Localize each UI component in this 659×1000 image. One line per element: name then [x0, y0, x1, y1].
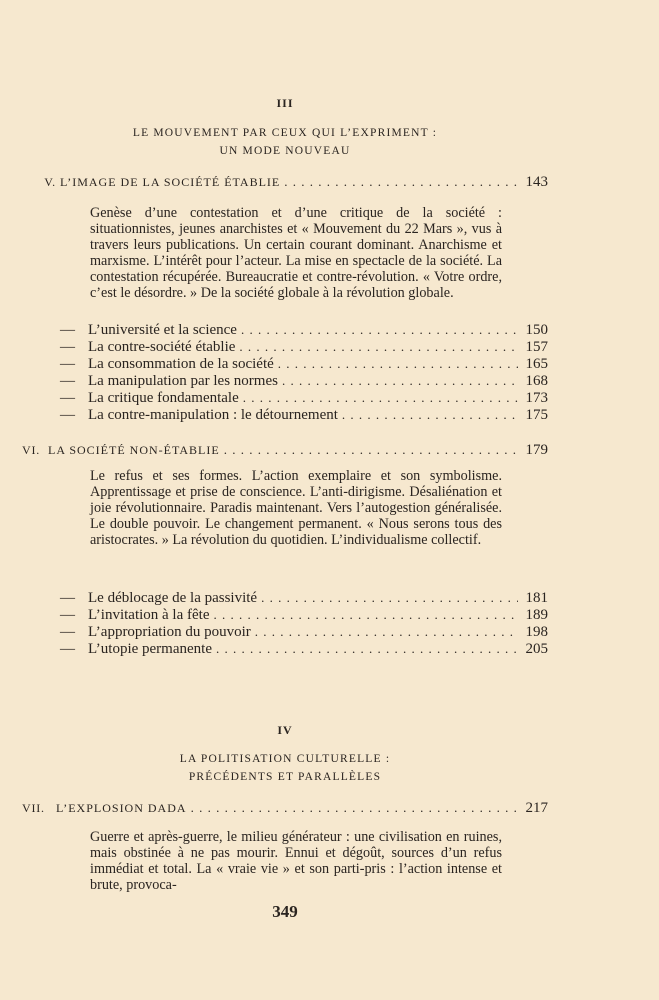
section-dash: —	[60, 322, 75, 338]
toc-section-row	[60, 590, 548, 608]
chapter-vii-title: L’EXPLOSION DADA	[56, 801, 187, 815]
section-page: 168	[525, 373, 548, 389]
section-title: Le déblocage de la passivité	[88, 590, 258, 606]
leader-dots	[191, 800, 522, 816]
leader-dots	[255, 624, 518, 640]
chapter-v-entry	[22, 174, 548, 194]
part-iv-title-line1: LA POLITISATION CULTURELLE :	[179, 753, 391, 765]
section-title: La contre-société établie	[88, 339, 236, 355]
toc-section-row	[60, 390, 548, 408]
chapter-vii-summary: Guerre et après-guerre, le milieu générateur : une civilisation en ruines, mais obstinée à ne pas mourir. Ennui et dégoût, sources d’un refus immédiat et total. La « vraie vie » et son parti-pris : l’action intense et brute, provoca-	[90, 829, 502, 894]
section-dash: —	[60, 390, 75, 406]
section-title: La critique fondamentale	[88, 390, 239, 406]
chapter-vi-page: 179	[525, 442, 548, 458]
section-page: 175	[525, 407, 548, 423]
leader-dots	[239, 339, 518, 355]
section-page: 205	[525, 641, 548, 657]
part-iv-title	[0, 750, 570, 786]
leader-dots	[278, 356, 518, 372]
chapter-v-page: 143	[525, 174, 548, 190]
section-page: 198	[525, 624, 548, 640]
toc-section-row	[60, 641, 548, 659]
chapter-v-number: V.	[44, 175, 56, 189]
chapter-vi-summary: Le refus et ses formes. L’action exemplaire et son symbolisme. Apprentissage et prise de conscience. L’anti-dirigisme. Désaliénation et joie révolutionnaire. Paradis maintenant. Vers l’autogestion généralisée. Le double pouvoir. Le changement permanent. « Nous serons tous des aristocrates. » La révolution du quotidien. L’individualisme collectif.	[90, 468, 502, 549]
leader-dots	[243, 390, 518, 406]
leader-dots	[224, 442, 522, 458]
leader-dots	[261, 590, 518, 606]
leader-dots	[342, 407, 518, 423]
chapter-vi-entry	[22, 442, 548, 462]
section-title: La contre-manipulation : le détournement	[88, 407, 338, 423]
chapter-v-title: L’IMAGE DE LA SOCIÉTÉ ÉTABLIE	[60, 175, 281, 189]
leader-dots	[214, 607, 519, 623]
section-dash: —	[60, 624, 75, 640]
toc-section-row	[60, 356, 548, 374]
section-dash: —	[60, 607, 75, 623]
part-iii-title-line1: LE MOUVEMENT PAR CEUX QUI L’EXPRIMENT :	[132, 127, 438, 139]
section-title: La manipulation par les normes	[88, 373, 278, 389]
leader-dots	[282, 373, 518, 389]
section-dash: —	[60, 373, 75, 389]
section-dash: —	[60, 407, 75, 423]
section-title: La consommation de la société	[88, 356, 274, 372]
toc-section-row	[60, 407, 548, 425]
section-title: L’utopie permanente	[88, 641, 212, 657]
section-page: 150	[525, 322, 548, 338]
toc-section-row	[60, 339, 548, 357]
chapter-v-summary: Genèse d’une contestation et d’une critique de la société : situationnistes, jeunes anarchistes et « Mouvement du 22 Mars », vus à travers leurs publications. Un certain courant dominant. Anarchisme et marxisme. L’intérêt pour l’acteur. La mise en spectacle de la société. La contestation récupérée. Bureaucratie et contre-révolution. « Votre ordre, c’est le désordre. » De la société globale à la révolution globale.	[90, 205, 502, 302]
leader-dots	[216, 641, 518, 657]
section-title: L’appropriation du pouvoir	[88, 624, 251, 640]
page-number: 349	[272, 902, 298, 921]
section-page: 165	[525, 356, 548, 372]
section-title: L’invitation à la fête	[88, 607, 210, 623]
part-iii-title-line2: UN MODE NOUVEAU	[219, 145, 351, 157]
section-dash: —	[60, 590, 75, 606]
section-page: 173	[525, 390, 548, 406]
toc-section-row	[60, 624, 548, 642]
section-dash: —	[60, 641, 75, 657]
toc-section-row	[60, 373, 548, 391]
part-iv-number: IV	[277, 723, 293, 737]
section-title: L’université et la science	[88, 322, 237, 338]
toc-section-row	[60, 607, 548, 625]
chapter-vi-number: VI.	[22, 443, 41, 457]
chapter-vii-page: 217	[525, 800, 548, 816]
leader-dots	[241, 322, 518, 338]
chapter-vi-title: LA SOCIÉTÉ NON-ÉTABLIE	[48, 443, 220, 457]
section-page: 181	[525, 590, 548, 606]
part-iv-title-line2: PRÉCÉDENTS ET PARALLÈLES	[188, 771, 382, 783]
chapter-vii-number: VII.	[22, 801, 45, 815]
part-iii-number: III	[276, 96, 294, 110]
part-iii-title	[0, 124, 570, 160]
toc-section-row	[60, 322, 548, 340]
chapter-vii-entry	[22, 800, 548, 820]
leader-dots	[284, 174, 521, 190]
section-page: 157	[525, 339, 548, 355]
section-dash: —	[60, 339, 75, 355]
section-dash: —	[60, 356, 75, 372]
section-page: 189	[525, 607, 548, 623]
